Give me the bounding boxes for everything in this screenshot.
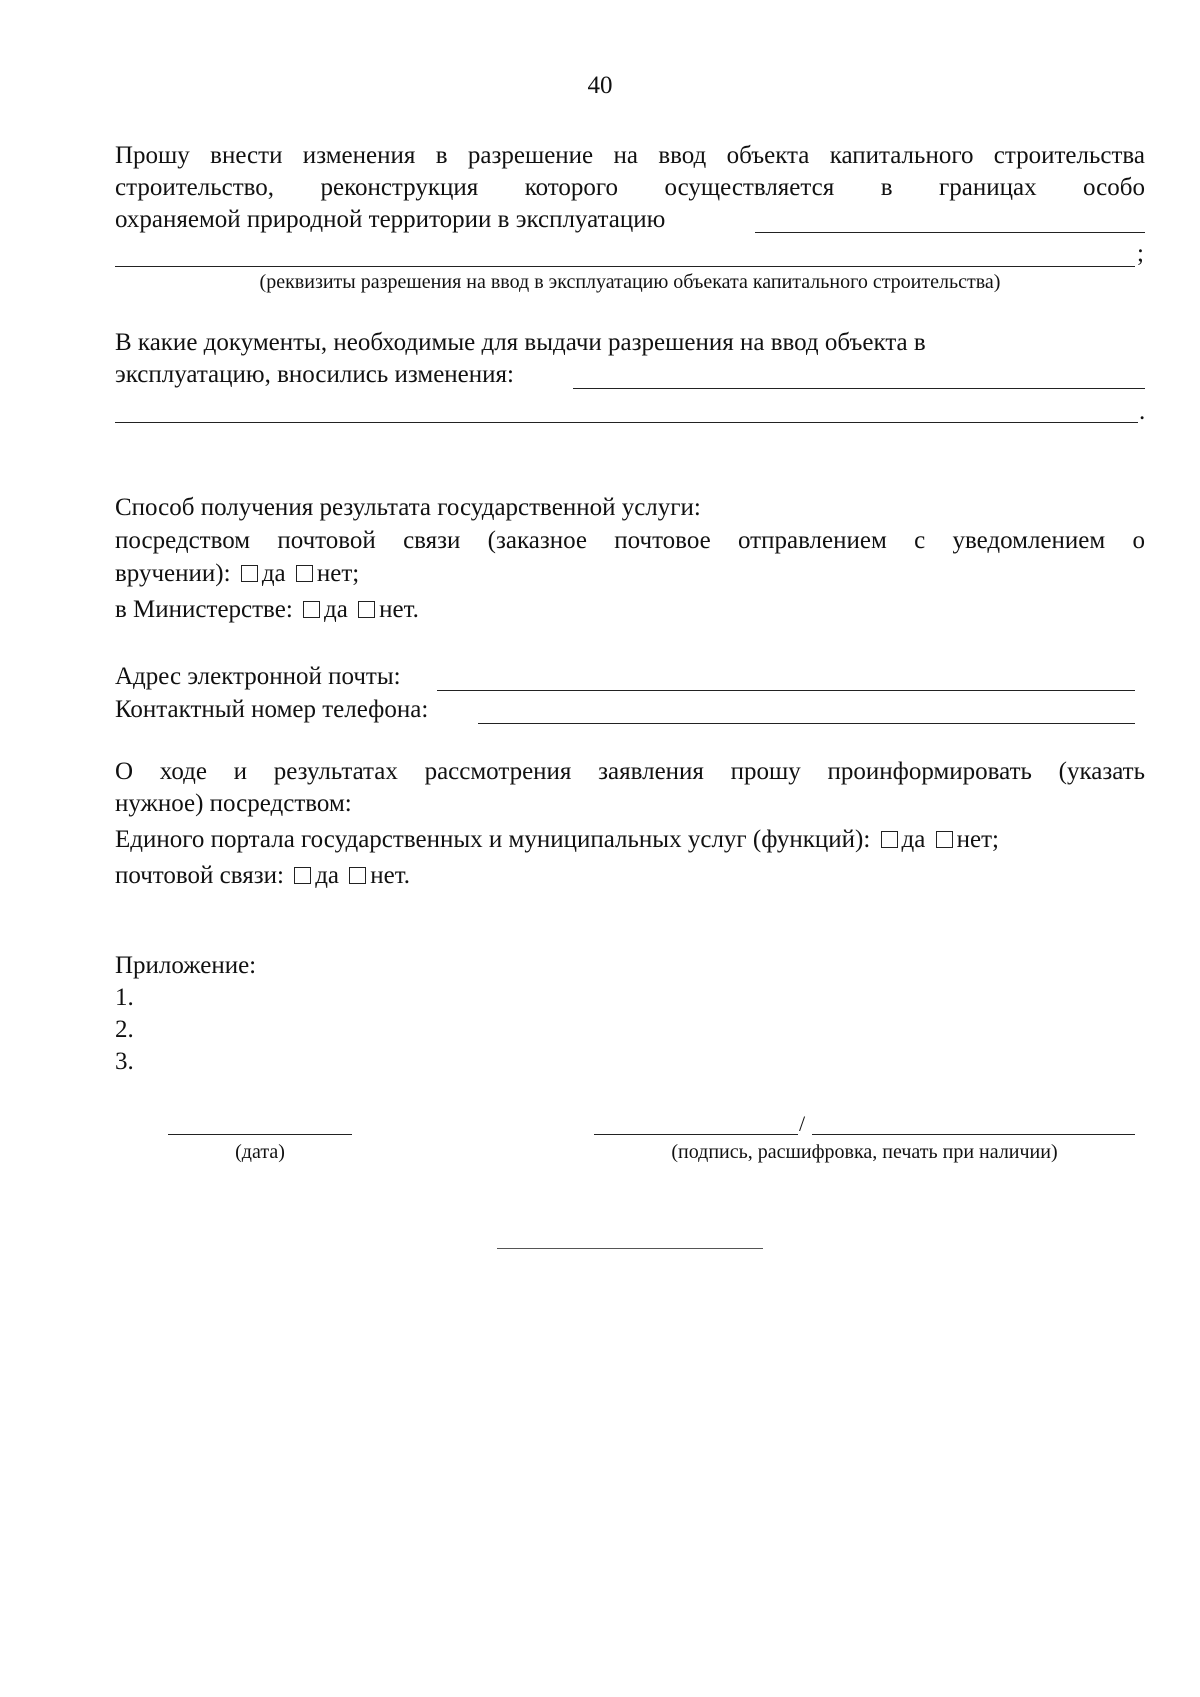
permit-blank-1[interactable] — [755, 232, 1145, 233]
inform-portal-prefix: Единого портала государственных и муниципальных услуг (функций): — [115, 826, 871, 853]
permit-end-mark: ; — [1137, 240, 1144, 267]
delivery-mail-yes-checkbox[interactable] — [241, 565, 258, 582]
signature-caption: (подпись, расшифровка, печать при наличии) — [671, 1141, 1058, 1163]
delivery-mail-prefix: вручении): — [115, 560, 231, 587]
phone-field[interactable] — [478, 723, 1135, 724]
delivery-ministry-yes-checkbox[interactable] — [303, 601, 320, 618]
inform-line-2: нужное) посредством: — [115, 790, 352, 817]
delivery-mail-line-2 — [115, 558, 1145, 590]
inform-mail-no-label: нет. — [370, 862, 411, 889]
inform-mail-yes-checkbox[interactable] — [294, 867, 311, 884]
attachments-heading: Приложение: — [115, 952, 257, 979]
delivery-mail-no-checkbox[interactable] — [296, 565, 313, 582]
inform-portal-yes-label: да — [901, 826, 926, 853]
inform-mail-yes-label: да — [315, 862, 340, 889]
documents-end-mark: . — [1139, 398, 1146, 425]
delivery-mail-line-1: посредством почтовой связи (заказное почтовое отправлением с уведомлением о — [115, 527, 1145, 554]
inform-line-1: О ходе и результатах рассмотрения заявления прошу проинформировать (указать — [115, 758, 1145, 785]
email-label: Адрес электронной почты: — [115, 663, 401, 690]
documents-line-1: В какие документы, необходимые для выдачи разрешения на ввод объекта в — [115, 329, 926, 356]
delivery-ministry-no-label: нет. — [379, 596, 419, 623]
delivery-ministry-line — [115, 594, 1145, 626]
inform-mail-line — [115, 860, 1145, 892]
date-field[interactable] — [168, 1134, 352, 1135]
request-line-3: охраняемой природной территории в эксплуатацию — [115, 206, 666, 233]
attachment-item-2: 2. — [115, 1016, 134, 1043]
inform-portal-no-checkbox[interactable] — [936, 831, 953, 848]
email-field[interactable] — [437, 690, 1135, 691]
page-number: 40 — [587, 72, 613, 99]
request-line-2: строительство, реконструкция которого осуществляется в границах особо — [115, 174, 1145, 201]
signature-field[interactable] — [594, 1134, 798, 1135]
date-caption: (дата) — [235, 1141, 285, 1163]
signature-decoding-field[interactable] — [812, 1134, 1135, 1135]
delivery-mail-no-label: нет; — [316, 560, 360, 587]
delivery-ministry-no-checkbox[interactable] — [358, 601, 375, 618]
request-line-1: Прошу внести изменения в разрешение на ввод объекта капитального строительства — [115, 142, 1145, 169]
closing-separator — [497, 1248, 763, 1249]
permit-caption: (реквизиты разрешения на ввод в эксплуатацию объеката капитального строительства) — [259, 271, 1001, 293]
inform-mail-no-checkbox[interactable] — [349, 867, 366, 884]
phone-label: Контактный номер телефона: — [115, 696, 429, 723]
inform-portal-yes-checkbox[interactable] — [881, 831, 898, 848]
delivery-ministry-yes-label: да — [324, 596, 348, 623]
signature-slash: / — [799, 1111, 806, 1136]
permit-blank-2[interactable] — [115, 266, 1135, 267]
documents-blank-1[interactable] — [573, 388, 1145, 389]
inform-portal-no-label: нет; — [956, 826, 999, 853]
inform-portal-line — [115, 824, 1145, 856]
attachment-item-3: 3. — [115, 1048, 134, 1075]
attachment-item-1: 1. — [115, 984, 134, 1011]
inform-mail-prefix: почтовой связи: — [115, 862, 284, 889]
delivery-heading: Способ получения результата государственной услуги: — [115, 494, 701, 521]
delivery-mail-yes-label: да — [261, 560, 286, 587]
documents-blank-2[interactable] — [115, 422, 1138, 423]
documents-line-2: эксплуатацию, вносились изменения: — [115, 361, 514, 388]
delivery-ministry-prefix: в Министерстве: — [115, 596, 293, 623]
